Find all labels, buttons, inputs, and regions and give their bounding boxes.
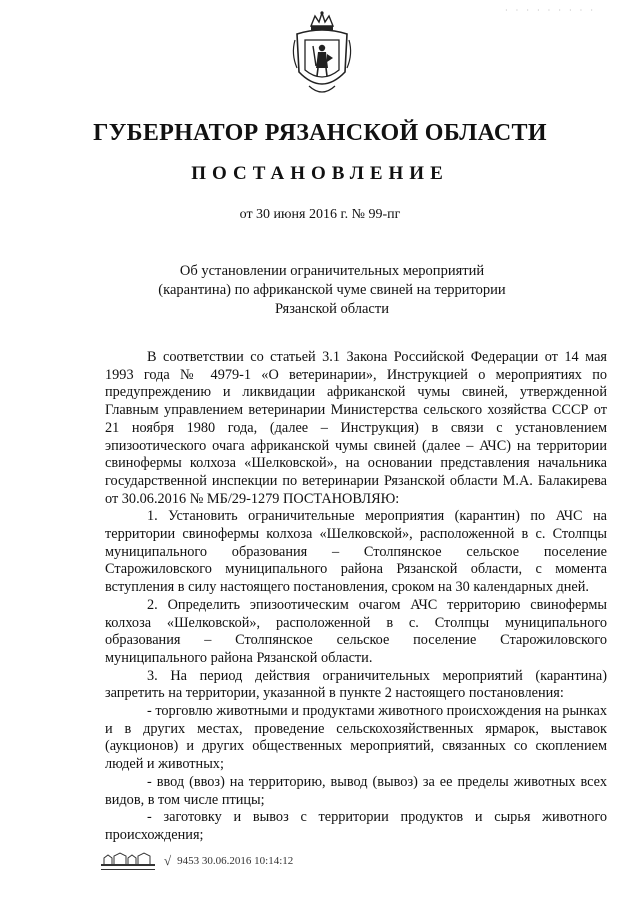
governor-title: ГУБЕРНАТОР РЯЗАНСКОЙ ОБЛАСТИ [93, 120, 547, 146]
registration-footer [100, 850, 293, 872]
decree-subject [150, 262, 514, 319]
registration-mark: √ [164, 853, 172, 868]
preamble-paragraph: В соответствии со статьей 3.1 Закона Российской Федерации от 14 мая 1993 года № 4979-1 «О ветеринарии», Инструкцией о мероприятиях по предупреждению и ликвидации африканской чумы свиней, утвержденной Главным управлением ветеринарии Министерства сельского хозяйства СССР от 21 ноября 1980 года, (далее – Инструкция) в связи с установлением эпизоотического очага африканской чумы свиней (далее – АЧС) на территории свинофермы колхоза «Шелковской», на основании представления начальника государственной инспекции по ветеринарии Рязанской области М.А. Балакирева от 30.06.2016 № МБ/29-1279 ПОСТАНОВЛЯЮ: [105, 349, 607, 507]
decree-date-number: от 30 июня 2016 г. № 99-пг [239, 207, 401, 222]
clause-2: 2. Определить эпизоотическим очагом АЧС территорию свинофермы колхоза «Шелковской», расположенной в с. Столпцы муниципального образования – Столпянское сельское поселение Старожиловского муниципального района Рязанской области. [105, 596, 607, 666]
subject-line: Об установлении ограничительных мероприятий [179, 263, 485, 279]
clause-3-bullet: - заготовку и вывоз с территории продуктов и сырья животного происхождения; [105, 809, 607, 843]
clause-3: 3. На период действия ограничительных мероприятий (карантина) запретить на территории, указанной в пункте 2 настоящего постановления: [105, 667, 607, 702]
printing-house-logo [100, 850, 156, 872]
clause-3-bullet: - торговлю животными и продуктами животного происхождения на рынках и в других местах, проведение сельскохозяйственных ярмарок, выставок (аукционов) и других общественных мероприятий, связанных со скоплением людей и животных; [105, 703, 607, 773]
coat-of-arms-emblem [289, 10, 355, 98]
clause-1: 1. Установить ограничительные мероприятия (карантин) по АЧС на территории свинофермы колхоза «Шелковской», расположенной в с. Столпцы муниципального образования – Столпянское сельское поселение Старожиловского муниципального района Рязанской области, с момента вступления в силу настоящего постановления, сроком на 30 календарных дней. [105, 508, 607, 596]
decree-body [105, 349, 607, 845]
registration-stamp: 9453 30.06.2016 10:14:12 [177, 855, 294, 867]
subject-line: (карантина) по африканской чуме свиней на территории [158, 282, 506, 298]
subject-line: Рязанской области [275, 301, 389, 317]
decree-heading: ПОСТАНОВЛЕНИЕ [191, 163, 449, 184]
scan-artifacts: · · · · · · · · · [505, 6, 596, 15]
clause-3-bullet: - ввод (ввоз) на территорию, вывод (вывоз) за ее пределы животных всех видов, в том числе птицы; [105, 773, 607, 808]
